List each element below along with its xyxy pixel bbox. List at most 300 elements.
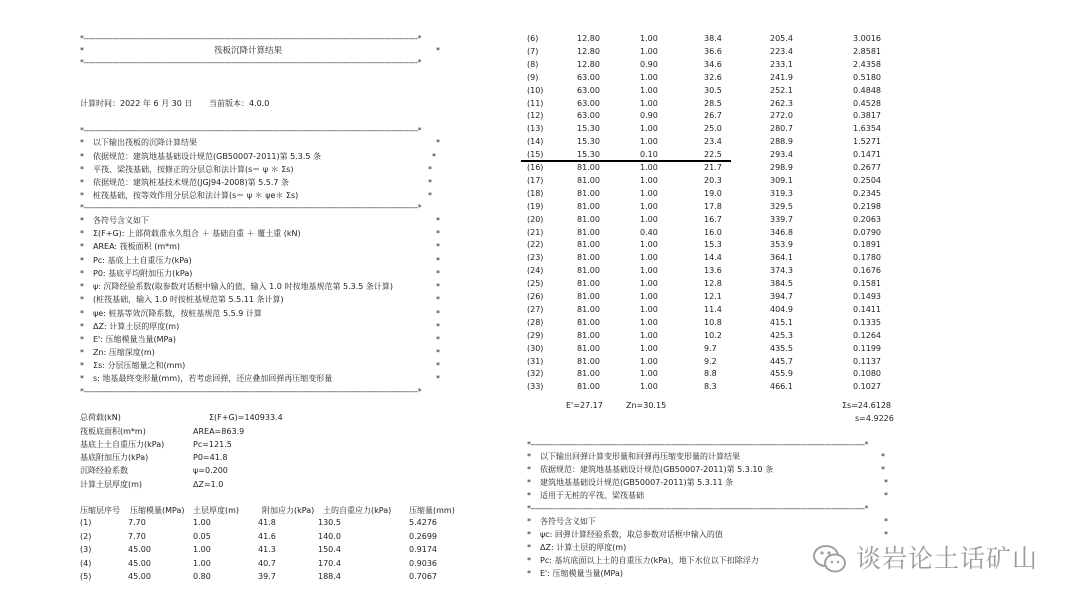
table-cell: 20.3 <box>704 175 722 185</box>
table-cell: 1.00 <box>640 34 658 43</box>
table-cell: 30.5 <box>704 85 722 95</box>
table-header: 压缩层序号 <box>80 506 120 515</box>
rebound-line: 适用于无桩的平筏、梁筏基础 <box>540 491 644 500</box>
table-cell: 1.00 <box>640 343 658 353</box>
table-cell: 81.00 <box>577 214 600 224</box>
table-cell: 1.00 <box>640 188 658 198</box>
rebound-symbol-star-left: * <box>527 556 531 565</box>
intro-line: 桩筏基础，按等效作用分层总和法计算(s＝ ψ ＊ ψe＊ Σs) <box>93 191 299 200</box>
summary-value: ψ=0.200 <box>193 466 228 475</box>
table-cell: 346.8 <box>770 227 793 237</box>
table-cell: (1) <box>80 518 92 527</box>
table-cell: (22) <box>527 240 544 250</box>
symbol-star-right: * <box>436 348 440 357</box>
table-cell: 329.5 <box>770 201 793 211</box>
table-cell: 15.3 <box>704 240 722 250</box>
intro-star-left: * <box>80 165 84 174</box>
symbol-line: P0: 基底平均附加压力(kPa) <box>93 269 193 278</box>
table-cell: 435.5 <box>770 343 793 353</box>
symbol-star-left: * <box>80 374 84 383</box>
title-star-left: * <box>80 46 84 55</box>
table-cell: 5.4276 <box>409 518 437 527</box>
table-cell: (18) <box>527 188 544 198</box>
table-cell: 309.1 <box>770 175 793 185</box>
symbol-star-right: * <box>436 229 440 238</box>
table-cell: 1.00 <box>640 279 658 289</box>
table-cell: 319.3 <box>770 188 793 198</box>
rebound-symbol-line: ψc: 回弹计算经验系数，取总参数对话框中输入的值 <box>540 530 723 539</box>
table-cell: (31) <box>527 356 544 366</box>
symbol-star-left: * <box>80 295 84 304</box>
summary-value: Σ(F+G)=140933.4 <box>209 413 283 422</box>
table-cell: 8.8 <box>704 369 717 379</box>
table-header: 附加应力(kPa) <box>262 506 315 515</box>
table-cell: 10.8 <box>704 317 722 327</box>
table-cell: 0.1493 <box>853 292 881 301</box>
symbol-line: 各符号含义如下 <box>93 216 149 225</box>
table-cell: 1.00 <box>640 163 658 172</box>
table-cell: 339.7 <box>770 214 793 224</box>
rebound-bottom-border: *--------------------------------------------------------------------------------------------------------------------------------------------* <box>527 504 869 513</box>
table-cell: (12) <box>527 111 544 121</box>
table-cell: 0.90 <box>640 59 658 69</box>
table-cell: (21) <box>527 227 544 237</box>
table-cell: 445.7 <box>770 356 793 366</box>
intro-top-border: *--------------------------------------------------------------------------------------------------------------------------------------------* <box>80 126 422 135</box>
rebound-line: 以下输出回弹计算变形量和回弹再压缩变形量的计算结果 <box>540 452 740 461</box>
rebound-symbol-star-left: * <box>527 517 531 526</box>
table-cell: 0.4848 <box>853 85 881 95</box>
table-cell: 252.1 <box>770 85 793 95</box>
table-cell: 81.00 <box>577 317 600 327</box>
rebound-symbol-star-left: * <box>527 530 531 539</box>
table-cell: 45.00 <box>128 572 151 581</box>
table-cell: 0.4528 <box>853 98 881 108</box>
table-cell: 39.7 <box>258 572 276 581</box>
table-cell: 233.1 <box>770 59 793 69</box>
summary-label: 筏板底面积(m*m) <box>80 427 146 436</box>
rebound-symbol-star-right: * <box>884 517 888 526</box>
table-cell: 81.00 <box>577 163 600 172</box>
table-cell: (20) <box>527 214 544 224</box>
table-cell: 17.8 <box>704 201 722 211</box>
table-cell: 63.00 <box>577 72 600 82</box>
table-cell: 1.00 <box>193 545 211 554</box>
table-cell: 16.0 <box>704 227 722 237</box>
symbol-star-left: * <box>80 282 84 291</box>
table-cell: 0.80 <box>193 572 211 581</box>
title-star-right: * <box>436 46 440 55</box>
table-cell: 12.80 <box>577 34 600 43</box>
table-cell: 23.4 <box>704 137 722 147</box>
table-cell: 2.8581 <box>853 46 881 56</box>
symbol-line: (桩筏基础，输入 1.0 时按桩基规范第 5.5.11 条计算) <box>93 295 284 304</box>
table-cell: 425.3 <box>770 330 793 340</box>
symbol-star-right: * <box>436 256 440 265</box>
table-cell: 404.9 <box>770 304 793 314</box>
symbol-line: Σs: 分层压缩量之和(mm) <box>93 361 186 370</box>
table-cell: 0.2345 <box>853 188 881 198</box>
rebound-symbol-line: Pc: 基坑底面以上土的自重压力(kPa)，地下水位以下扣除浮力 <box>540 556 759 565</box>
table-cell: (26) <box>527 292 544 301</box>
table-cell: 353.9 <box>770 240 793 250</box>
table-cell: 0.1471 <box>853 150 881 160</box>
total-sum-s: Σs=24.6128 <box>842 401 892 410</box>
table-cell: 1.00 <box>640 98 658 108</box>
table-cell: 0.2504 <box>853 175 881 185</box>
table-cell: 130.5 <box>318 518 341 527</box>
symbol-star-right: * <box>436 361 440 370</box>
table-cell: 3.0016 <box>853 34 881 43</box>
table-cell: 384.5 <box>770 279 793 289</box>
rebound-symbol-star-right: * <box>884 530 888 539</box>
table-cell: 7.70 <box>128 532 146 541</box>
table-cell: (28) <box>527 317 544 327</box>
table-cell: 223.4 <box>770 46 793 56</box>
table-cell: 1.00 <box>640 356 658 366</box>
table-cell: 0.1027 <box>853 382 881 392</box>
table-cell: (13) <box>527 124 544 134</box>
table-cell: 15.30 <box>577 137 600 147</box>
table-cell: 0.9174 <box>409 545 437 554</box>
table-cell: 0.1780 <box>853 253 881 263</box>
title-top-border: *--------------------------------------------------------------------------------------------------------------------------------------------* <box>80 34 422 43</box>
rebound-star-left: * <box>527 491 531 500</box>
rebound-star-left: * <box>527 452 531 461</box>
table-cell: 26.7 <box>704 111 722 121</box>
table-cell: 12.80 <box>577 59 600 69</box>
table-cell: (16) <box>527 163 544 172</box>
table-cell: 1.00 <box>640 292 658 301</box>
summary-value: ΔZ=1.0 <box>193 480 224 489</box>
table-cell: 81.00 <box>577 356 600 366</box>
table-cell: 0.1137 <box>853 356 881 366</box>
table-cell: (6) <box>527 34 539 43</box>
table-cell: 11.4 <box>704 304 722 314</box>
table-cell: 293.4 <box>770 150 793 160</box>
symbol-star-right: * <box>436 322 440 331</box>
table-cell: 288.9 <box>770 137 793 147</box>
table-cell: 0.1581 <box>853 279 881 289</box>
table-cell: 21.7 <box>704 163 722 172</box>
table-header: 压缩量(mm) <box>409 506 455 515</box>
table-cell: (9) <box>527 72 539 82</box>
table-cell: 15.30 <box>577 150 600 160</box>
table-cell: 9.7 <box>704 343 717 353</box>
table-cell: 81.00 <box>577 382 600 392</box>
table-cell: 41.8 <box>258 518 276 527</box>
table-cell: 466.1 <box>770 382 793 392</box>
table-cell: 0.2063 <box>853 214 881 224</box>
table-cell: 0.1199 <box>853 343 881 353</box>
rebound-symbol-line: 各符号含义如下 <box>540 517 596 526</box>
table-cell: 81.00 <box>577 266 600 276</box>
summary-value: AREA=863.9 <box>193 427 245 436</box>
symbol-bottom-border: *--------------------------------------------------------------------------------------------------------------------------------------------* <box>80 387 422 396</box>
table-cell: 0.1411 <box>853 304 881 314</box>
table-cell: 0.3817 <box>853 111 881 121</box>
intro-line: 平筏、梁筏基础，按修正的分层总和法计算(s＝ ψ ＊ Σs) <box>93 165 294 174</box>
table-cell: 1.00 <box>640 330 658 340</box>
table-cell: 12.1 <box>704 292 722 301</box>
symbol-star-right: * <box>436 216 440 225</box>
table-cell: 14.4 <box>704 253 722 263</box>
table-cell: (10) <box>527 85 544 95</box>
table-cell: 1.00 <box>640 266 658 276</box>
table-cell: 32.6 <box>704 72 722 82</box>
symbol-line: ψ: 沉降经验系数(取参数对话框中输入的值，输入 1.0 时按地基规范第 5.3.5 条计算) <box>93 282 394 291</box>
table-cell: 25.0 <box>704 124 722 134</box>
version: 当前版本：4.0.0 <box>209 99 270 108</box>
table-cell: 415.1 <box>770 317 793 327</box>
table-cell: 81.00 <box>577 279 600 289</box>
table-cell: 10.2 <box>704 330 722 340</box>
rebound-star-right: * <box>881 452 885 461</box>
table-cell: 1.00 <box>193 518 211 527</box>
summary-value: Pc=121.5 <box>193 440 232 449</box>
table-cell: (15) <box>527 150 544 160</box>
table-cell: (7) <box>527 46 539 56</box>
table-cell: 22.5 <box>704 150 722 160</box>
calc-time: 计算时间：2022 年 6 月 30 日 <box>80 99 193 108</box>
table-header: 土层厚度(m) <box>193 506 240 515</box>
table-cell: 1.00 <box>193 559 211 568</box>
table-cell: (30) <box>527 343 544 353</box>
summary-label: 基底附加压力(kPa) <box>80 453 149 462</box>
table-cell: 262.3 <box>770 98 793 108</box>
table-cell: (5) <box>80 572 92 581</box>
intro-star-left: * <box>80 152 84 161</box>
table-cell: 13.6 <box>704 266 722 276</box>
table-cell: 0.1264 <box>853 330 881 340</box>
watermark-text: 谈岩论土话矿山 <box>856 544 1039 573</box>
intro-star-right: * <box>436 138 440 147</box>
table-cell: 0.1676 <box>853 266 881 276</box>
table-cell: 16.7 <box>704 214 722 224</box>
table-cell: 15.30 <box>577 124 600 134</box>
table-cell: (25) <box>527 279 544 289</box>
title-bottom-border: *--------------------------------------------------------------------------------------------------------------------------------------------* <box>80 58 422 67</box>
table-cell: 1.00 <box>640 72 658 82</box>
table-cell: (2) <box>80 532 92 541</box>
rebound-star-right: * <box>884 478 888 487</box>
table-header: 压缩模量(MPa) <box>130 506 185 515</box>
table-cell: 241.9 <box>770 72 793 82</box>
symbol-line: AREA: 筏板面积 (m*m) <box>93 242 181 251</box>
symbol-star-right: * <box>436 295 440 304</box>
table-cell: 81.00 <box>577 175 600 185</box>
table-cell: 81.00 <box>577 201 600 211</box>
table-cell: 41.3 <box>258 545 276 554</box>
rebound-star-right: * <box>884 491 888 500</box>
symbol-star-right: * <box>436 335 440 344</box>
watermark <box>812 540 1047 580</box>
table-cell: 1.00 <box>640 124 658 134</box>
table-cell: 1.00 <box>640 175 658 185</box>
table-cell: 38.4 <box>704 34 722 43</box>
table-cell: 374.3 <box>770 266 793 276</box>
summary-label: 计算土层厚度(m) <box>80 480 143 489</box>
table-cell: 2.4358 <box>853 59 881 69</box>
table-separator-line <box>521 160 731 162</box>
symbol-star-left: * <box>80 242 84 251</box>
table-cell: 1.00 <box>640 46 658 56</box>
table-cell: (19) <box>527 201 544 211</box>
symbol-line: ψe: 桩基等效沉降系数，按桩基规范 5.5.9 计算 <box>93 309 262 318</box>
table-cell: 7.70 <box>128 518 146 527</box>
wechat-logo-icon <box>812 542 848 576</box>
table-cell: 455.9 <box>770 369 793 379</box>
table-cell: 9.2 <box>704 356 717 366</box>
table-cell: 1.00 <box>640 253 658 263</box>
table-cell: 0.0790 <box>853 227 881 237</box>
rebound-symbol-star-left: * <box>527 543 531 552</box>
symbol-line: Zn: 压缩深度(m) <box>93 348 155 357</box>
table-cell: 45.00 <box>128 545 151 554</box>
table-cell: 40.7 <box>258 559 276 568</box>
total-zn: Zn=30.15 <box>626 401 667 410</box>
table-cell: 63.00 <box>577 98 600 108</box>
table-cell: 0.9036 <box>409 559 437 568</box>
total-s: s=4.9226 <box>855 414 894 423</box>
table-cell: 28.5 <box>704 98 722 108</box>
table-cell: 8.3 <box>704 382 717 392</box>
rebound-top-border: *--------------------------------------------------------------------------------------------------------------------------------------------* <box>527 440 869 449</box>
table-cell: (17) <box>527 175 544 185</box>
symbol-star-right: * <box>436 282 440 291</box>
intro-star-right: * <box>432 152 436 161</box>
table-cell: 1.00 <box>640 85 658 95</box>
table-cell: 0.90 <box>640 111 658 121</box>
symbol-star-left: * <box>80 256 84 265</box>
summary-label: 基底上土自重压力(kPa) <box>80 440 165 449</box>
table-cell: 1.00 <box>640 304 658 314</box>
table-header: 土的自重应力(kPa) <box>323 506 392 515</box>
table-cell: 280.7 <box>770 124 793 134</box>
symbol-star-right: * <box>436 374 440 383</box>
symbol-star-left: * <box>80 309 84 318</box>
table-cell: 188.4 <box>318 572 341 581</box>
symbol-star-left: * <box>80 216 84 225</box>
rebound-star-left: * <box>527 465 531 474</box>
table-cell: 1.00 <box>640 369 658 379</box>
table-cell: 0.5180 <box>853 72 881 82</box>
symbol-star-left: * <box>80 335 84 344</box>
table-cell: 12.8 <box>704 279 722 289</box>
intro-line: 依据规范：建筑地基基础设计规范(GB50007-2011)第 5.3.5 条 <box>93 152 322 161</box>
table-cell: (23) <box>527 253 544 263</box>
rebound-star-right: * <box>881 465 885 474</box>
intro-star-left: * <box>80 191 84 200</box>
symbol-line: Pc: 基底上土自重压力(kPa) <box>93 256 192 265</box>
table-cell: 1.00 <box>640 382 658 392</box>
symbol-star-right: * <box>436 269 440 278</box>
table-cell: 0.7067 <box>409 572 437 581</box>
table-cell: 150.4 <box>318 545 341 554</box>
table-cell: (8) <box>527 59 539 69</box>
table-cell: 140.0 <box>318 532 341 541</box>
table-cell: 272.0 <box>770 111 793 121</box>
table-cell: (32) <box>527 369 544 379</box>
table-cell: 63.00 <box>577 85 600 95</box>
table-cell: 0.2198 <box>853 201 881 211</box>
symbol-line: ΔZ: 计算土层的厚度(m) <box>93 322 180 331</box>
table-cell: (29) <box>527 330 544 340</box>
table-cell: 81.00 <box>577 369 600 379</box>
symbol-star-right: * <box>436 242 440 251</box>
table-cell: 1.00 <box>640 240 658 250</box>
symbol-star-left: * <box>80 229 84 238</box>
page-title: 筏板沉降计算结果 <box>214 46 283 56</box>
table-cell: 34.6 <box>704 59 722 69</box>
table-cell: 0.1335 <box>853 317 881 327</box>
table-cell: 0.10 <box>640 150 658 160</box>
table-cell: 19.0 <box>704 188 722 198</box>
table-cell: 394.7 <box>770 292 793 301</box>
table-cell: 81.00 <box>577 343 600 353</box>
table-cell: 1.5271 <box>853 137 881 147</box>
table-cell: 364.1 <box>770 253 793 263</box>
table-cell: (3) <box>80 545 92 554</box>
symbol-line: E': 压缩模量当量(MPa) <box>93 335 177 344</box>
table-cell: 1.00 <box>640 317 658 327</box>
table-cell: (33) <box>527 382 544 392</box>
table-cell: 81.00 <box>577 188 600 198</box>
table-cell: 0.05 <box>193 532 211 541</box>
table-cell: (14) <box>527 137 544 147</box>
symbol-star-left: * <box>80 348 84 357</box>
table-cell: 0.40 <box>640 227 658 237</box>
table-cell: 1.00 <box>640 137 658 147</box>
table-cell: 81.00 <box>577 253 600 263</box>
table-cell: 1.00 <box>640 201 658 211</box>
table-cell: 1.00 <box>640 214 658 224</box>
intro-star-right: * <box>428 191 432 200</box>
table-cell: (27) <box>527 304 544 314</box>
summary-label: 总荷载(kN) <box>80 413 121 422</box>
intro-star-left: * <box>80 178 84 187</box>
symbol-star-left: * <box>80 322 84 331</box>
table-cell: 0.1891 <box>853 240 881 250</box>
table-cell: 170.4 <box>318 559 341 568</box>
symbol-line: s: 地基最终变形量(mm)，若考虑回弹，还应叠加回弹再压缩变形量 <box>93 374 333 383</box>
summary-value: P0=41.8 <box>193 453 228 462</box>
table-cell: 1.6354 <box>853 124 881 134</box>
symbol-line: Σ(F+G): 上部荷载准永久组合 ＋ 基础自重 ＋ 覆土重 (kN) <box>93 229 301 238</box>
table-cell: (24) <box>527 266 544 276</box>
table-cell: 81.00 <box>577 330 600 340</box>
table-cell: 205.4 <box>770 34 793 43</box>
summary-label: 沉降经验系数 <box>80 466 128 475</box>
symbol-star-left: * <box>80 269 84 278</box>
intro-star-right: * <box>428 165 432 174</box>
table-cell: (11) <box>527 98 544 108</box>
rebound-symbol-star-left: * <box>527 569 531 578</box>
symbol-star-right: * <box>436 309 440 318</box>
rebound-line: 依据规范：建筑地基基础设计规范(GB50007-2011)第 5.3.10 条 <box>540 465 774 474</box>
intro-bottom-border: *--------------------------------------------------------------------------------------------------------------------------------------------* <box>80 203 422 212</box>
table-cell: 298.9 <box>770 163 793 172</box>
table-cell: 36.6 <box>704 46 722 56</box>
table-cell: (4) <box>80 559 92 568</box>
table-cell: 41.6 <box>258 532 276 541</box>
table-cell: 81.00 <box>577 292 600 301</box>
rebound-symbol-line: ΔZ: 计算土层的厚度(m) <box>540 543 627 552</box>
table-cell: 12.80 <box>577 46 600 56</box>
table-cell: 81.00 <box>577 227 600 237</box>
rebound-symbol-line: E': 压缩模量当量(MPa) <box>540 569 624 578</box>
table-cell: 0.1080 <box>853 369 881 379</box>
